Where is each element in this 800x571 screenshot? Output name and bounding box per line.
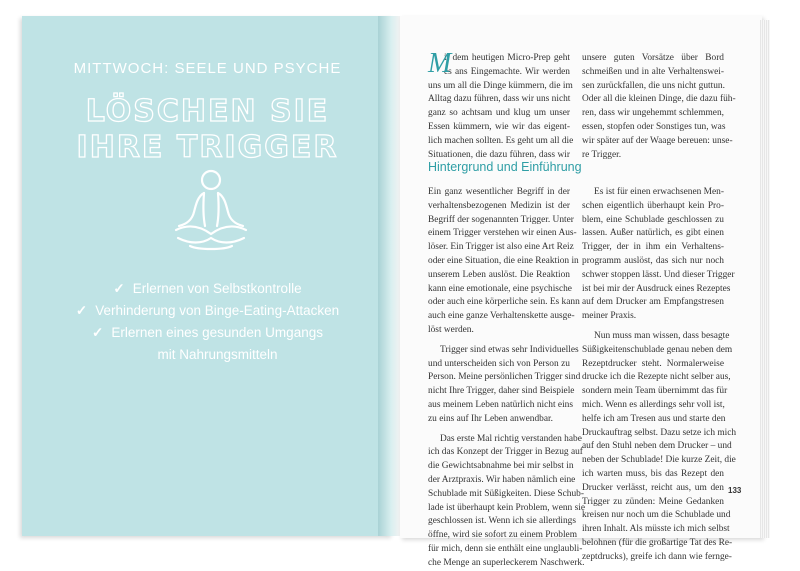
text-line: löst werden.	[428, 324, 474, 335]
text-line: ich das Konzept der Trigger in Bezug auf	[428, 447, 583, 458]
paragraph	[582, 186, 735, 324]
text-line: Ein ganz wesentlicher Begriff in der	[428, 187, 570, 197]
headline-line-1: LÖSCHEN SIE	[85, 94, 330, 129]
checklist-item	[22, 322, 393, 366]
text-line: Person. Meine persönlichen Trigger sind	[428, 372, 581, 383]
body-column-1	[428, 186, 585, 571]
text-line: auf dem Drucker am Empfangstresen	[582, 297, 724, 308]
paragraph	[428, 186, 580, 338]
page-number: 133	[728, 486, 742, 495]
text-line: schwer stoppen lässt. Und dieser Trigger	[582, 269, 735, 280]
text-line: Drucker verlässt, reicht aus, um den	[582, 482, 724, 493]
checkmark-icon: ✓	[113, 281, 125, 296]
text-line: Begriff der sogenannten Trigger. Unter	[428, 214, 574, 225]
text-line: lassen. Außer natürlich, es gibt einen	[582, 228, 724, 239]
benefits-checklist	[22, 278, 393, 366]
checkmark-icon: ✓	[75, 303, 88, 318]
text-line: auf den Stuhl neben dem Drucker – und	[582, 441, 732, 452]
drop-cap: M	[428, 48, 452, 79]
text-line: es ans Eingemachte. Wir werden	[444, 66, 570, 77]
text-line: Oder all die kleinen Dinge, die dazu füh-	[582, 94, 736, 105]
text-line: der Arztpraxis. Wir haben nämlich eine	[428, 474, 576, 485]
chapter-kicker: MITTWOCH: SEELE UND PSYCHE	[73, 60, 342, 77]
text-line: Druckauftrag selbst. Dazu setze ich mich	[582, 427, 737, 438]
text-line: Es ist für einen erwachsenen Men-	[594, 187, 724, 197]
text-line: che Menge an superleckerem Naschwerk.	[428, 557, 585, 568]
paragraph	[428, 344, 581, 427]
text-line: löser. Ein Trigger ist also eine Art Reiz	[428, 242, 574, 253]
chapter-headline	[22, 94, 393, 166]
checklist-item-text: Verhinderung von Binge-Eating-Attacken	[95, 303, 340, 318]
text-line: zu eins auf Ihr Leben anwendbar.	[428, 413, 553, 424]
text-line: einem Trigger verstehen wir einen Aus-	[428, 228, 577, 239]
text-line: für mich, denn sie enthält eine unglaubli-	[428, 543, 583, 554]
checklist-item-text: Erlernen von Selbstkontrolle	[132, 281, 302, 296]
text-line: ich warten muss, bis das Rezept den	[582, 468, 724, 479]
text-line: die Gewichtsabnahme bei mir selbst in	[428, 461, 574, 472]
left-page	[22, 16, 393, 536]
text-line: drucke ich die Rezepte nicht selber aus,	[582, 372, 731, 383]
text-line: verhaltensbezogenen Medizin ist der	[428, 200, 570, 211]
text-line: schmeißen und in alte Verhaltenswei-	[582, 66, 724, 77]
text-line: und unterscheiden sich von Person zu	[428, 358, 570, 369]
text-line: blem, eine Schublade geschlossen zu	[582, 214, 724, 225]
meditation-figure-icon	[170, 166, 252, 256]
checklist-item-continuation: mit Nahrungsmitteln	[157, 347, 278, 362]
text-line: essen, stopfen oder Sonstiges tun, was	[582, 121, 726, 132]
page-edges	[760, 20, 770, 538]
text-line: Trigger sind etwas sehr Individuelles	[440, 344, 579, 355]
paragraph	[428, 433, 585, 571]
text-line: Schublade mit Süßigkeiten. Diese Schub-	[428, 488, 584, 499]
text-line: auch eine ganze Verhaltenskette ausge-	[428, 311, 575, 322]
text-line: ist bei mir der Ausdruck eines Rezeptes	[582, 283, 731, 294]
checklist-item-text: Erlernen eines gesunden Umgangs	[111, 325, 323, 340]
intro-column-1	[428, 48, 574, 162]
text-line: mich. Wenn es allerdings sehr voll ist,	[582, 399, 725, 410]
text-line: oder auch eine körperliche sein. Es kann	[428, 297, 580, 308]
section-heading: Hintergrund und Einführung	[428, 160, 582, 174]
text-line: kann eine emotionale, eine psychische	[428, 283, 572, 294]
headline-line-2: IHRE TRIGGER	[76, 130, 339, 165]
text-line: ren, dass wir ungehemmt schlemmen,	[582, 108, 724, 119]
text-line: wir später auf der Waage bereuen: unse-	[582, 135, 733, 146]
intro-column-2	[582, 52, 736, 162]
text-line: Essen kümmern, wie wir das eigent-	[428, 121, 570, 132]
text-line: Nun muss man wissen, dass besagte	[594, 330, 730, 341]
text-line: uns um all die Dinge kümmern, die im	[428, 80, 573, 91]
text-line: meiner Praxis.	[582, 311, 637, 322]
text-line: unserem Leben auslöst. Die Reaktion	[428, 269, 570, 280]
checklist-item	[22, 278, 393, 300]
text-line: ganz so achtsam und klug um unser	[428, 108, 570, 119]
text-line: programm auslöst, das sich nur noch	[582, 255, 724, 266]
text-line: oder eine Situation, die eine Reaktion in	[428, 255, 579, 266]
text-line: belohnen (für die großartige Tat des Re-	[582, 537, 733, 548]
text-line: lich machen sollten. Es geht um all die	[428, 135, 574, 146]
text-line: re Trigger.	[582, 149, 622, 160]
text-line: kreisen nur noch um die Schublade und	[582, 510, 731, 521]
text-line: Trigger zu zünden: Meine Gedanken	[582, 496, 724, 507]
text-line: helfe ich am Tresen aus und starte den	[582, 413, 726, 424]
text-line: it dem heutigen Micro-Prep geht	[444, 53, 570, 63]
checkmark-icon: ✓	[92, 325, 104, 340]
book-gutter	[378, 16, 400, 536]
text-line: aus meinem Leben natürlich nicht eins	[428, 399, 574, 410]
text-line: unsere guten Vorsätze über Bord	[582, 53, 724, 63]
text-line: neben der Schublade! Die kurze Zeit, die	[582, 455, 736, 466]
text-line: ihren Inhalt. Als müsste ich mich selbst	[582, 524, 730, 535]
text-line: nicht Ihre Trigger, daher sind Beispiele	[428, 386, 575, 397]
text-line: Das erste Mal richtig verstanden habe	[440, 433, 582, 444]
text-line: schen eigentlich überhaupt kein Pro-	[582, 200, 724, 211]
text-line: Trigger, der in ihm ein Verhaltens-	[582, 242, 724, 253]
text-line: sondern mein Team übernimmt das für	[582, 386, 728, 397]
text-line: Rezeptdrucker steht. Normalerweise	[582, 358, 724, 369]
text-line: Situationen, die dazu führen, dass wir	[428, 149, 570, 160]
text-line: sen zurückfallen, die uns nicht guttun.	[582, 80, 725, 91]
text-line: lade ist überhaupt kein Problem, wenn sie	[428, 502, 585, 513]
text-line: Alltag dazu führen, dass wir uns nicht	[428, 94, 571, 105]
text-line: zeptdrucks), greife ich dann wie fernge-	[582, 551, 732, 562]
text-line: geschlossen ist. Wenn ich sie allerdings	[428, 516, 577, 527]
text-line: Süßigkeitenschublade genau neben dem	[582, 344, 733, 355]
text-line: öffne, wird sie sofort zu einem Problem	[428, 530, 578, 541]
checklist-item	[22, 300, 393, 322]
